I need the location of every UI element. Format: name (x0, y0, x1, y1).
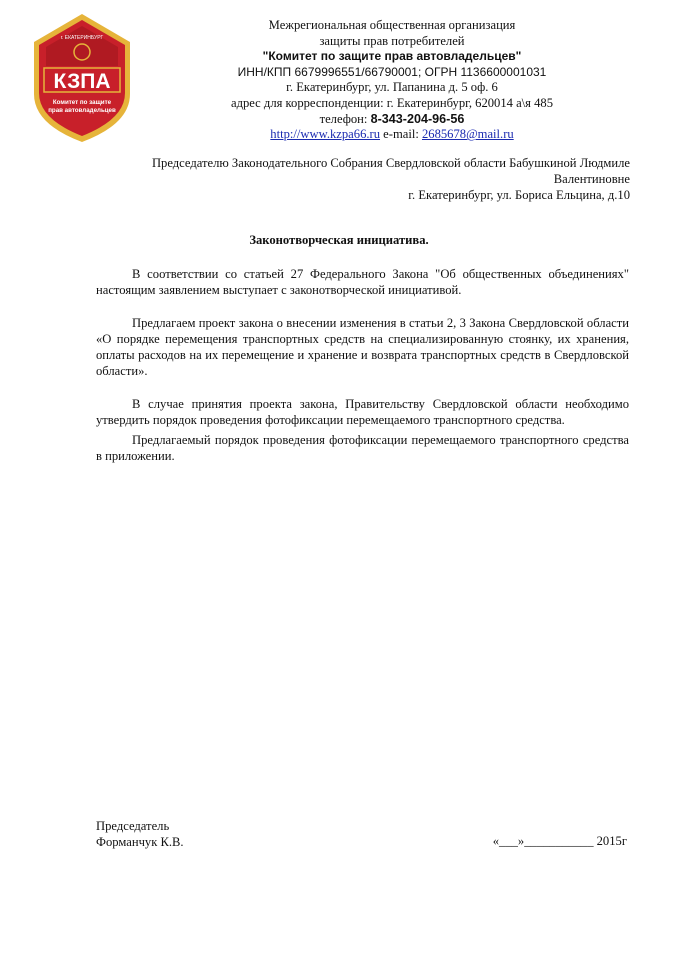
letterhead (192, 18, 592, 143)
logo-top-text: г. ЕКАТЕРИНБУРГ (60, 35, 104, 41)
addressee-address: г. Екатеринбург, ул. Бориса Ельцина, д.10 (408, 188, 630, 202)
body-paragraph-2: Предлагаем проект закона о внесении изменения в статьи 2, 3 Закона Свердловской области «О порядке перемещения транспортных средств на специализированную стоянку, их хранения, оплаты расходов на их перемещение и хранение и возврата транспортных средств в Свердловской области». (96, 316, 629, 378)
body-paragraph-4: Предлагаемый порядок проведения фотофиксации перемещаемого транспортного средства в приложении. (96, 433, 629, 463)
org-line-1: Межрегиональная общественная организация (268, 18, 516, 32)
body-paragraph-1: В соответствии со статьей 27 Федерального Закона "Об общественных объединениях" настоящим заявлением выступает с законотворческой инициативой. (96, 267, 629, 297)
addressee-line-2: Валентиновне (553, 172, 630, 186)
email-link[interactable]: 2685678@mail.ru (421, 127, 514, 142)
postal-address: адрес для корреспонденции: г. Екатеринбург, 620014 а\я 485 (230, 95, 554, 110)
addressee-block (110, 155, 630, 203)
document-title: Законотворческая инициатива. (249, 233, 429, 247)
addressee-line-1: Председателю Законодательного Собрания Свердловской области Бабушкиной Людмиле (151, 156, 630, 170)
kzpa-logo (30, 12, 134, 144)
email-label: e-mail: (380, 127, 422, 142)
contacts-line (192, 127, 592, 143)
logo-bottom-text-1: Комитет по защите (52, 99, 112, 106)
signer-name: Форманчук К.В. (96, 835, 184, 849)
body-paragraph-3: В случае принятия проекта закона, Правительству Свердловской области необходимо утвердить порядок проведения фотофиксации перемещаемого транспортного средства. (96, 397, 629, 427)
legal-address: г. Екатеринбург, ул. Папанина д. 5 оф. 6 (286, 80, 498, 95)
phone-label: телефон: (319, 111, 371, 126)
org-name: "Комитет по защите прав автовладельцев" (262, 49, 522, 64)
logo-abbr: КЗПА (53, 70, 111, 93)
document-body (96, 266, 629, 464)
phone-line (192, 112, 592, 128)
logo-bottom-text-2: прав автовладельцев (48, 107, 116, 114)
org-ids: ИНН/КПП 6679996551/66790001; ОГРН 1136600001031 (237, 64, 547, 79)
signer-position: Председатель (96, 819, 170, 833)
signature-date: «___»___________ 2015г (492, 834, 627, 848)
phone-number: 8-343-204-96-56 (370, 111, 465, 126)
org-line-2: защиты прав потребителей (319, 33, 465, 48)
signature-block (96, 818, 184, 850)
website-link[interactable]: http://www.kzpa66.ru (270, 127, 381, 142)
